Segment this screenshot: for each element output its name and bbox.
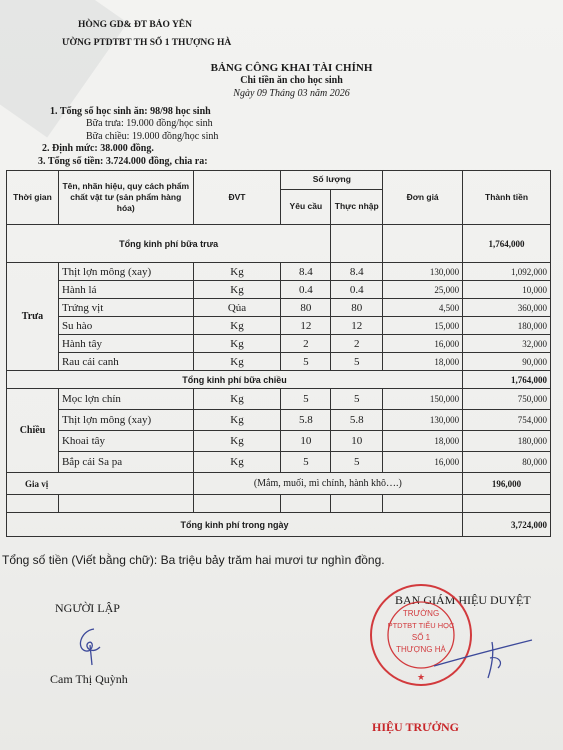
item-actual: 5 <box>331 452 383 473</box>
item-actual: 5 <box>331 353 383 371</box>
item-unit: Kg <box>193 281 281 299</box>
item-amount: 1,092,000 <box>463 263 551 281</box>
col-header-price: Đơn giá <box>383 171 463 225</box>
item-name: Trứng vịt <box>58 299 193 317</box>
item-unit: Kg <box>193 353 281 371</box>
table-row <box>7 353 551 371</box>
spice-desc: (Mắm, muối, mì chính, hành khô….) <box>193 473 462 495</box>
org-line-2: ƯỜNG PTDTBT TH SỐ 1 THƯỢNG HÀ <box>62 38 232 48</box>
item-unit: Kg <box>193 410 281 431</box>
table-row <box>7 263 551 281</box>
item-price: 4,500 <box>383 299 463 317</box>
table-row <box>7 335 551 353</box>
item-required: 10 <box>281 431 331 452</box>
seal-text-4: THƯỢNG HÀ <box>396 645 446 654</box>
item-price: 18,000 <box>383 431 463 452</box>
item-actual: 80 <box>331 299 383 317</box>
expense-table <box>6 170 551 537</box>
item-name: Rau cải canh <box>58 353 193 371</box>
preparer-signature <box>72 625 112 667</box>
afternoon-group-label: Chiều <box>7 389 59 473</box>
org-line-1: HÒNG GD& ĐT BẢO YÊN <box>78 20 193 30</box>
item-required: 80 <box>281 299 331 317</box>
seal-text-1: TRƯỜNG <box>402 609 440 618</box>
item-actual: 12 <box>331 317 383 335</box>
item-required: 5 <box>281 353 331 371</box>
seal-star-icon: ★ <box>416 672 426 682</box>
item-actual: 5.8 <box>331 410 383 431</box>
lunch-total-value: 1,764,000 <box>463 225 551 263</box>
table-row <box>7 389 551 410</box>
item-required: 8.4 <box>281 263 331 281</box>
col-header-required: Yêu cầu <box>281 189 331 224</box>
item-name: Bắp cải Sa pa <box>58 452 193 473</box>
item-amount: 360,000 <box>463 299 551 317</box>
afternoon-total-value: 1,764,000 <box>463 371 551 389</box>
table-row <box>7 410 551 431</box>
col-header-name: Tên, nhãn hiệu, quy cách phẩm chất vật tư (sản phẩm hàng hóa) <box>58 171 193 225</box>
doc-subtitle: Chi tiền ăn cho học sinh <box>240 75 343 86</box>
afternoon-total-label: Tổng kinh phí bữa chiều <box>7 371 463 389</box>
table-row <box>7 452 551 473</box>
item-amount: 80,000 <box>463 452 551 473</box>
summary-item-3: 3. Tổng số tiền: 3.724.000 đồng, chia ra: <box>38 156 208 167</box>
day-total-label: Tổng kinh phí trong ngày <box>7 513 463 537</box>
item-name: Thịt lợn mông (xay) <box>58 410 193 431</box>
item-price: 15,000 <box>383 317 463 335</box>
summary-afternoon: Bữa chiều: 19.000 đồng/học sinh <box>86 131 219 142</box>
item-price: 130,000 <box>383 410 463 431</box>
item-unit: Kg <box>193 317 281 335</box>
item-actual: 5 <box>331 389 383 410</box>
item-actual: 2 <box>331 335 383 353</box>
col-header-quantity: Số lượng <box>281 171 383 190</box>
summary-item-1: 1. Tổng số học sinh ăn: 98/98 học sinh <box>50 106 211 117</box>
spice-amount: 196,000 <box>463 473 551 495</box>
col-header-time: Thời gian <box>7 171 59 225</box>
item-actual: 8.4 <box>331 263 383 281</box>
preparer-name: Cam Thị Quỳnh <box>50 672 128 686</box>
item-amount: 90,000 <box>463 353 551 371</box>
lunch-group-label: Trưa <box>7 263 59 371</box>
principal-signature <box>432 622 542 682</box>
item-required: 5 <box>281 389 331 410</box>
col-header-actual: Thực nhập <box>331 189 383 224</box>
board-approval-title: BAN GIÁM HIỆU DUYỆT <box>395 593 531 607</box>
item-required: 12 <box>281 317 331 335</box>
table-row <box>7 299 551 317</box>
item-unit: Kg <box>193 452 281 473</box>
item-amount: 750,000 <box>463 389 551 410</box>
principal-title: HIỆU TRƯỞNG <box>372 720 460 734</box>
doc-date: Ngày 09 Tháng 03 năm 2026 <box>233 88 350 99</box>
item-unit: Kg <box>193 335 281 353</box>
seal-text-2: PTDTBT TIỂU HỌC <box>387 621 455 630</box>
col-header-amount: Thành tiền <box>463 171 551 225</box>
col-header-unit: ĐVT <box>193 171 281 225</box>
item-unit: Kg <box>193 431 281 452</box>
amount-in-words: Tổng số tiền (Viết bằng chữ): Ba triệu bảy trăm hai mươi tư nghìn đồng. <box>2 553 385 567</box>
summary-item-2: 2. Định mức: 38.000 đồng. <box>42 143 154 154</box>
item-unit: Kg <box>193 389 281 410</box>
item-unit: Kg <box>193 263 281 281</box>
item-price: 150,000 <box>383 389 463 410</box>
table-row <box>7 317 551 335</box>
item-unit: Qủa <box>193 299 281 317</box>
item-name: Mọc lợn chín <box>58 389 193 410</box>
item-name: Hành lá <box>58 281 193 299</box>
item-amount: 32,000 <box>463 335 551 353</box>
doc-title: BẢNG CÔNG KHAI TÀI CHÍNH <box>210 62 373 74</box>
item-required: 5.8 <box>281 410 331 431</box>
item-amount: 10,000 <box>463 281 551 299</box>
preparer-title: NGƯỜI LẬP <box>55 601 120 615</box>
table-row <box>7 281 551 299</box>
item-price: 130,000 <box>383 263 463 281</box>
item-price: 16,000 <box>383 452 463 473</box>
seal-text-3: SỐ 1 <box>411 633 431 642</box>
item-name: Thịt lợn mông (xay) <box>58 263 193 281</box>
item-amount: 180,000 <box>463 431 551 452</box>
spice-label: Gia vị <box>7 473 194 495</box>
item-amount: 754,000 <box>463 410 551 431</box>
item-required: 0.4 <box>281 281 331 299</box>
item-actual: 0.4 <box>331 281 383 299</box>
item-price: 18,000 <box>383 353 463 371</box>
item-name: Hành tây <box>58 335 193 353</box>
lunch-total-label: Tổng kinh phí bữa trưa <box>7 225 331 263</box>
item-price: 16,000 <box>383 335 463 353</box>
day-total-value: 3,724,000 <box>463 513 551 537</box>
item-amount: 180,000 <box>463 317 551 335</box>
item-name: Khoai tây <box>58 431 193 452</box>
table-row <box>7 431 551 452</box>
summary-lunch: Bữa trưa: 19.000 đồng/học sinh <box>86 118 213 129</box>
item-required: 2 <box>281 335 331 353</box>
item-required: 5 <box>281 452 331 473</box>
item-actual: 10 <box>331 431 383 452</box>
item-name: Su hào <box>58 317 193 335</box>
item-price: 25,000 <box>383 281 463 299</box>
